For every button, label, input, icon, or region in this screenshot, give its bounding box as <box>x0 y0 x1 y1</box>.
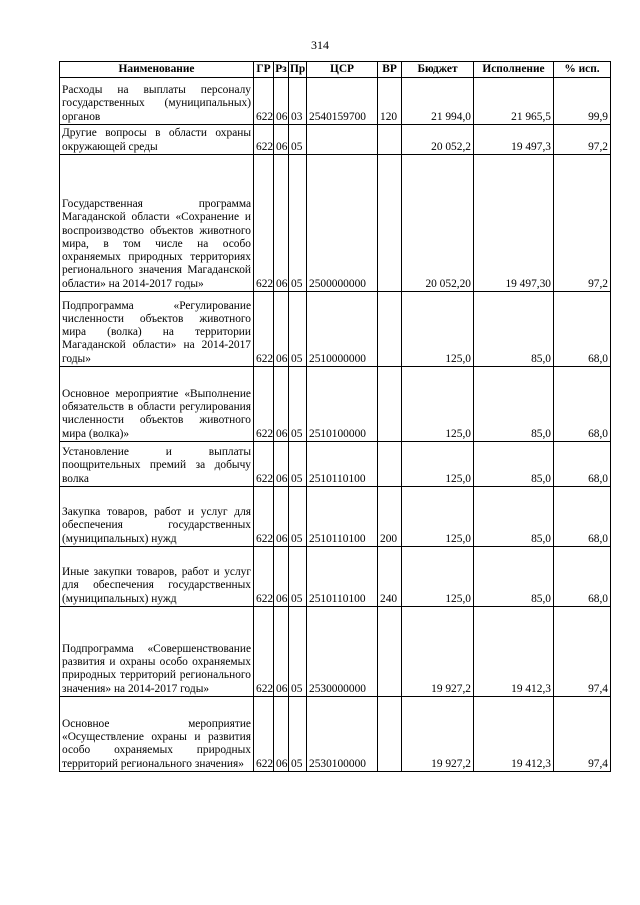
page-number: 314 <box>311 38 329 52</box>
row-name: Подпрограмма «Регулирование численности объектов животного мира (волка) на территории Магаданской области» на 2014-2017 годы» <box>60 292 254 367</box>
row-execution: 85,0 <box>474 442 554 487</box>
row-csr: 2540159700 <box>307 78 378 125</box>
row-rz: 06 <box>274 155 289 292</box>
row-name: Установление и выплаты поощрительных премий за добычу волка <box>60 442 254 487</box>
row-pct: 97,2 <box>554 155 611 292</box>
row-gr: 622 <box>254 547 274 607</box>
row-execution: 19 412,3 <box>474 607 554 697</box>
row-pr: 05 <box>289 155 307 292</box>
table-row <box>60 155 611 292</box>
table-row <box>60 442 611 487</box>
row-pr: 05 <box>289 697 307 772</box>
table-row <box>60 487 611 547</box>
row-execution: 85,0 <box>474 292 554 367</box>
row-gr: 622 <box>254 292 274 367</box>
row-csr: 2500000000 <box>307 155 378 292</box>
row-budget: 20 052,20 <box>402 155 474 292</box>
row-csr: 2530000000 <box>307 607 378 697</box>
row-budget: 125,0 <box>402 292 474 367</box>
row-name: Основное мероприятие «Осуществление охраны и развития особо охраняемых природных территорий регионального значения» <box>60 697 254 772</box>
row-pr: 05 <box>289 547 307 607</box>
col-header-execution: Исполнение <box>474 62 554 78</box>
row-gr: 622 <box>254 442 274 487</box>
row-csr <box>307 125 378 155</box>
row-vr <box>378 367 402 442</box>
row-csr: 2510100000 <box>307 367 378 442</box>
row-csr: 2530100000 <box>307 697 378 772</box>
row-name: Иные закупки товаров, работ и услуг для обеспечения государственных (муниципальных) нужд <box>60 547 254 607</box>
row-vr <box>378 125 402 155</box>
row-gr: 622 <box>254 697 274 772</box>
table-row <box>60 697 611 772</box>
row-rz: 06 <box>274 487 289 547</box>
row-csr: 2510110100 <box>307 442 378 487</box>
row-vr <box>378 155 402 292</box>
row-pct: 97,2 <box>554 125 611 155</box>
row-pr: 05 <box>289 125 307 155</box>
row-csr: 2510110100 <box>307 487 378 547</box>
row-budget: 19 927,2 <box>402 607 474 697</box>
row-name: Другие вопросы в области охраны окружающей среды <box>60 125 254 155</box>
table-row <box>60 125 611 155</box>
table-row <box>60 367 611 442</box>
row-rz: 06 <box>274 442 289 487</box>
col-header-rz: Рз <box>274 62 289 78</box>
row-gr: 622 <box>254 78 274 125</box>
table-row <box>60 547 611 607</box>
row-execution: 19 497,30 <box>474 155 554 292</box>
row-execution: 19 412,3 <box>474 697 554 772</box>
row-vr <box>378 697 402 772</box>
row-rz: 06 <box>274 547 289 607</box>
row-pr: 05 <box>289 442 307 487</box>
table-row <box>60 292 611 367</box>
row-name: Государственная программа Магаданской области «Сохранение и воспроизводство объектов животного мира, в том числе на особо охраняемых природных территориях регионального значения Магаданской области» на 2014-2017 годы» <box>60 155 254 292</box>
row-gr: 622 <box>254 607 274 697</box>
row-execution: 85,0 <box>474 547 554 607</box>
row-name: Расходы на выплаты персоналу государственных (муниципальных) органов <box>60 78 254 125</box>
row-pct: 97,4 <box>554 697 611 772</box>
row-rz: 06 <box>274 607 289 697</box>
row-name: Закупка товаров, работ и услуг для обеспечения государственных (муниципальных) нужд <box>60 487 254 547</box>
row-vr <box>378 607 402 697</box>
row-budget: 125,0 <box>402 487 474 547</box>
row-budget: 19 927,2 <box>402 697 474 772</box>
row-rz: 06 <box>274 697 289 772</box>
col-header-vr: ВР <box>378 62 402 78</box>
row-name: Подпрограмма «Совершенствование развития и охраны особо охраняемых природных территорий регионального значения» на 2014-2017 годы» <box>60 607 254 697</box>
col-header-name: Наименование <box>60 62 254 78</box>
row-vr: 120 <box>378 78 402 125</box>
row-execution: 21 965,5 <box>474 78 554 125</box>
row-rz: 06 <box>274 78 289 125</box>
row-budget: 20 052,2 <box>402 125 474 155</box>
col-header-csr: ЦСР <box>307 62 378 78</box>
row-vr: 240 <box>378 547 402 607</box>
row-pr: 05 <box>289 367 307 442</box>
row-vr <box>378 442 402 487</box>
table-row <box>60 607 611 697</box>
row-vr: 200 <box>378 487 402 547</box>
row-execution: 85,0 <box>474 367 554 442</box>
row-execution: 19 497,3 <box>474 125 554 155</box>
row-pct: 68,0 <box>554 367 611 442</box>
row-rz: 06 <box>274 125 289 155</box>
row-pct: 68,0 <box>554 487 611 547</box>
row-pct: 99,9 <box>554 78 611 125</box>
row-pr: 05 <box>289 487 307 547</box>
row-budget: 125,0 <box>402 367 474 442</box>
row-pr: 05 <box>289 607 307 697</box>
col-header-gr: ГР <box>254 62 274 78</box>
row-pct: 68,0 <box>554 547 611 607</box>
col-header-budget: Бюджет <box>402 62 474 78</box>
budget-table <box>59 61 611 772</box>
row-vr <box>378 292 402 367</box>
row-budget: 125,0 <box>402 547 474 607</box>
row-pct: 97,4 <box>554 607 611 697</box>
row-csr: 2510000000 <box>307 292 378 367</box>
row-rz: 06 <box>274 367 289 442</box>
row-rz: 06 <box>274 292 289 367</box>
row-gr: 622 <box>254 155 274 292</box>
row-pct: 68,0 <box>554 292 611 367</box>
row-gr: 622 <box>254 367 274 442</box>
col-header-pr: Пр <box>289 62 307 78</box>
row-budget: 125,0 <box>402 442 474 487</box>
row-gr: 622 <box>254 487 274 547</box>
row-csr: 2510110100 <box>307 547 378 607</box>
row-pr: 03 <box>289 78 307 125</box>
row-pct: 68,0 <box>554 442 611 487</box>
row-pr: 05 <box>289 292 307 367</box>
row-execution: 85,0 <box>474 487 554 547</box>
col-header-pct: % исп. <box>554 62 611 78</box>
row-gr: 622 <box>254 125 274 155</box>
table-row <box>60 78 611 125</box>
row-budget: 21 994,0 <box>402 78 474 125</box>
row-name: Основное мероприятие «Выполнение обязательств в области регулирования численности объектов животного мира (волка)» <box>60 367 254 442</box>
table-header-row <box>60 62 611 78</box>
